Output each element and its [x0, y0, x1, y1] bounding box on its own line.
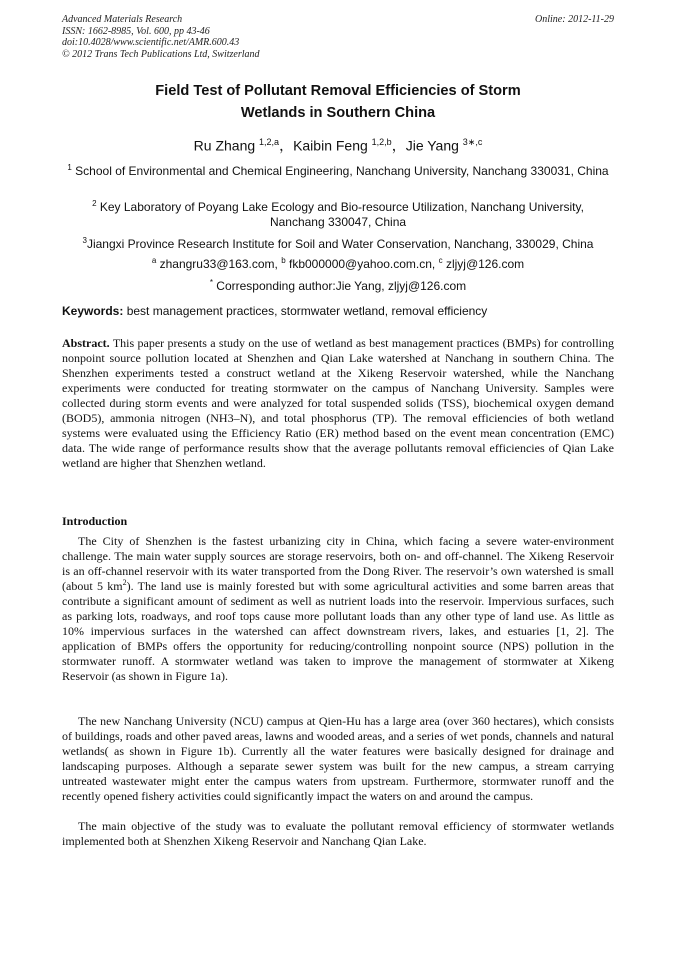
- corresponding-marker: *: [209, 278, 213, 287]
- email-c: zljyj@126.com: [442, 257, 525, 271]
- keywords: [62, 304, 614, 319]
- affiliation-3-marker: 3: [82, 236, 87, 245]
- author-separator: ，: [279, 137, 294, 154]
- author-list: [62, 133, 614, 155]
- keywords-label: Keywords:: [62, 304, 124, 318]
- intro-paragraph-3: The main objective of the study was to evaluate the pollutant removal efficiency of stormwater wetlands implemented both at Shenzhen Xikeng Reservoir and Nanchang Qian Lake.: [62, 819, 614, 848]
- journal-copyright: © 2012 Trans Tech Publications Ltd, Switzerland: [62, 48, 260, 60]
- email-b-marker: b: [281, 256, 286, 265]
- author-3-affil: 3∗,c: [462, 137, 483, 147]
- affiliation-2: [66, 196, 610, 230]
- paper-title: [62, 80, 614, 124]
- email-a-marker: a: [151, 256, 157, 265]
- author-1-affil: 1,2,a: [259, 137, 280, 147]
- affiliation-3-text: Jiangxi Province Research Institute for Soil and Water Conservation, Nanchang, 330029, China: [86, 237, 594, 251]
- intro-p1-superscript: 2: [122, 578, 127, 587]
- intro-p1-text-b: ). The land use is mainly forested but with some agricultural activities and some barren areas that contribute a significant amount of sediment as well as nutrient loads into the reservoir. Impervious surfaces, such as parking lots, roadways, and roof tops cause more pollutant loads than any other type of land use. As little as 10% impervious surfaces in the watershed can affect downstream rivers, lakes, and estuaries [1, 2]. The application of BMPs offers the opportunity for reducing/controlling nonpoint source (NPS) pollution in the stormwater runoff. A stormwater wetland was taken to improve the management of stormwater at Xikeng Reservoir (as shown in Figure 1a).: [62, 579, 614, 683]
- journal-header: [62, 14, 614, 60]
- online-date: Online: 2012-11-29: [535, 14, 614, 25]
- intro-p1-text-a: The City of Shenzhen is the fastest urbanizing city in China, which facing a severe water-environment challenge. The main water supply sources are storage reservoirs, both on- and off-channel. The Xikeng Reservoir is an off-channel reservoir with its water transported from the Dong River. The reservoir’s own watershed is small (about 5 km: [62, 534, 614, 593]
- author-1-name: Ru Zhang: [193, 137, 260, 154]
- journal-name: Advanced Materials Research: [62, 14, 183, 25]
- abstract-label: Abstract.: [62, 336, 110, 350]
- affiliation-2-marker: 2: [92, 199, 97, 208]
- journal-issn: ISSN: 1662-8985, Vol. 600, pp 43-46: [62, 25, 210, 37]
- email-c-marker: c: [438, 256, 443, 265]
- author-2-name: Kaibin Feng: [293, 137, 372, 154]
- affiliation-1-text: School of Environmental and Chemical Engineering, Nanchang University, Nanchang 330031, China: [71, 164, 609, 178]
- title-line-2: Wetlands in Southern China: [240, 105, 436, 121]
- affiliation-3: [66, 233, 610, 252]
- title-line-1: Field Test of Pollutant Removal Efficiencies of Storm: [155, 83, 521, 99]
- author-2-affil: 1,2,b: [371, 137, 392, 147]
- intro-paragraph-1: [62, 534, 614, 684]
- affiliation-1: [66, 160, 610, 179]
- email-a: zhangru33@163.com,: [156, 257, 282, 271]
- journal-doi: doi:10.4028/www.scientific.net/AMR.600.43: [62, 37, 240, 48]
- abstract: [62, 336, 614, 471]
- affiliation-2-text: Key Laboratory of Poyang Lake Ecology and Bio-resource Utilization, Nanchang University, Nanchang 330047, China: [96, 200, 584, 229]
- email-line: [66, 253, 610, 272]
- corresponding-text: Corresponding author:Jie Yang, zljyj@126.com: [212, 279, 467, 293]
- abstract-text: This paper presents a study on the use of wetland as best management practices (BMPs) for controlling nonpoint source pollution located at Shenzhen and Qian Lake watershed at Nanchang in southern China. The Shenzhen experiments tested a construct wetland at the Xikeng Reservoir watershed, while the Nanchang experiments were conducted for treating stormwater on the campus of Nanchang University. Samples were collected during storm events and were analyzed for total suspended solids (TSS), biochemical oxygen demand (BOD5), ammonia nitrogen (NH3–N), and total phosphorus (TP). The removal efficiencies of both wetland systems were evaluated using the Efficiency Ratio (ER) method based on the event mean concentration (EMC) data. The wide range of performance results show that the average pollutants removal efficiencies of Qian Lake wetland are higher that Shenzhen wetland.: [62, 336, 614, 470]
- author-separator: ，: [391, 137, 406, 154]
- section-heading-introduction: Introduction: [62, 514, 128, 528]
- corresponding-author: [66, 275, 610, 294]
- author-3-name: Jie Yang: [405, 137, 463, 154]
- keywords-text: best management practices, stormwater wetland, removal efficiency: [123, 304, 488, 318]
- email-b: fkb000000@yahoo.com.cn,: [285, 257, 439, 271]
- affiliation-1-marker: 1: [67, 163, 72, 172]
- intro-paragraph-2: The new Nanchang University (NCU) campus at Qien-Hu has a large area (over 360 hectares), which consists of buildings, roads and other paved areas, lawns and wooded areas, and a series of wet ponds, channels and natural wetlands( as shown in Figure 1b). Currently all the water features were basically designed for drainage and landscaping purposes. Although a separate sewer system was built for the new campus, a stream carrying untreated wastewater might enter the campus waters from upstream. Furthermore, stormwater runoff and the recently opened fishery activities could significantly impact the waters on and around the campus.: [62, 714, 614, 803]
